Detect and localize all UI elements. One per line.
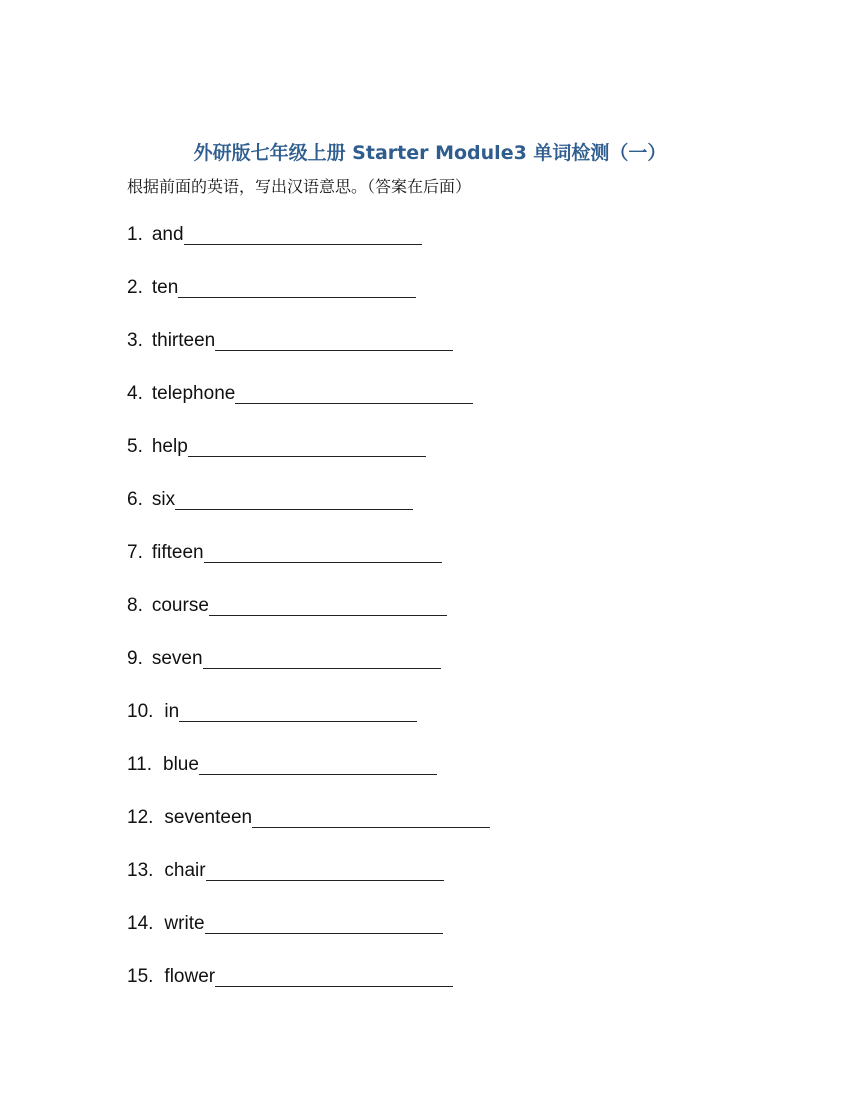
item-word: in — [164, 701, 180, 722]
item-number: 5. — [127, 436, 143, 457]
item-word: flower — [164, 966, 216, 987]
item-number: 9. — [127, 648, 143, 669]
list-item — [127, 328, 490, 381]
item-number: 2. — [127, 277, 143, 298]
item-word: seventeen — [164, 807, 253, 828]
item-word: telephone — [151, 383, 236, 404]
item-number: 12. — [127, 807, 154, 828]
answer-blank[interactable] — [215, 328, 453, 351]
item-number: 11. — [127, 754, 153, 775]
answer-blank[interactable] — [175, 487, 413, 510]
word-list — [127, 222, 490, 1017]
item-word: write — [164, 913, 205, 934]
answer-blank[interactable] — [235, 381, 473, 404]
item-word: and — [151, 224, 184, 245]
item-number: 8. — [127, 595, 143, 616]
list-item — [127, 752, 490, 805]
list-item — [127, 858, 490, 911]
item-number: 1. — [127, 224, 143, 245]
list-item — [127, 540, 490, 593]
item-word: fifteen — [151, 542, 204, 563]
item-word: ten — [151, 277, 179, 298]
item-number: 7. — [127, 542, 143, 563]
item-word: seven — [151, 648, 203, 669]
list-item — [127, 805, 490, 858]
answer-blank[interactable] — [188, 434, 426, 457]
answer-blank[interactable] — [184, 222, 422, 245]
item-number: 4. — [127, 383, 143, 404]
item-number: 14. — [127, 913, 154, 934]
list-item — [127, 381, 490, 434]
item-word: thirteen — [151, 330, 216, 351]
list-item — [127, 593, 490, 646]
answer-blank[interactable] — [205, 911, 443, 934]
list-item — [127, 964, 490, 1017]
answer-blank[interactable] — [215, 964, 453, 987]
list-item — [127, 275, 490, 328]
item-word: chair — [164, 860, 206, 881]
item-number: 15. — [127, 966, 154, 987]
item-number: 13. — [127, 860, 154, 881]
item-word: six — [151, 489, 176, 510]
item-number: 10. — [127, 701, 154, 722]
item-number: 6. — [127, 489, 143, 510]
list-item — [127, 911, 490, 964]
item-word: help — [151, 436, 188, 457]
answer-blank[interactable] — [178, 275, 416, 298]
item-word: course — [151, 595, 209, 616]
item-number: 3. — [127, 330, 143, 351]
answer-blank[interactable] — [252, 805, 490, 828]
instruction-text: 根据前面的英语，写出汉语意思。（答案在后面） — [127, 177, 472, 196]
answer-blank[interactable] — [209, 593, 447, 616]
answer-blank[interactable] — [204, 540, 442, 563]
answer-blank[interactable] — [199, 752, 437, 775]
answer-blank[interactable] — [206, 858, 444, 881]
item-word: blue — [163, 754, 199, 775]
list-item — [127, 434, 490, 487]
list-item — [127, 699, 490, 752]
answer-blank[interactable] — [203, 646, 441, 669]
document-title: 外研版七年级上册 Starter Module3 单词检测（一） — [193, 142, 667, 164]
answer-blank[interactable] — [179, 699, 417, 722]
list-item — [127, 222, 490, 275]
list-item — [127, 487, 490, 540]
list-item — [127, 646, 490, 699]
